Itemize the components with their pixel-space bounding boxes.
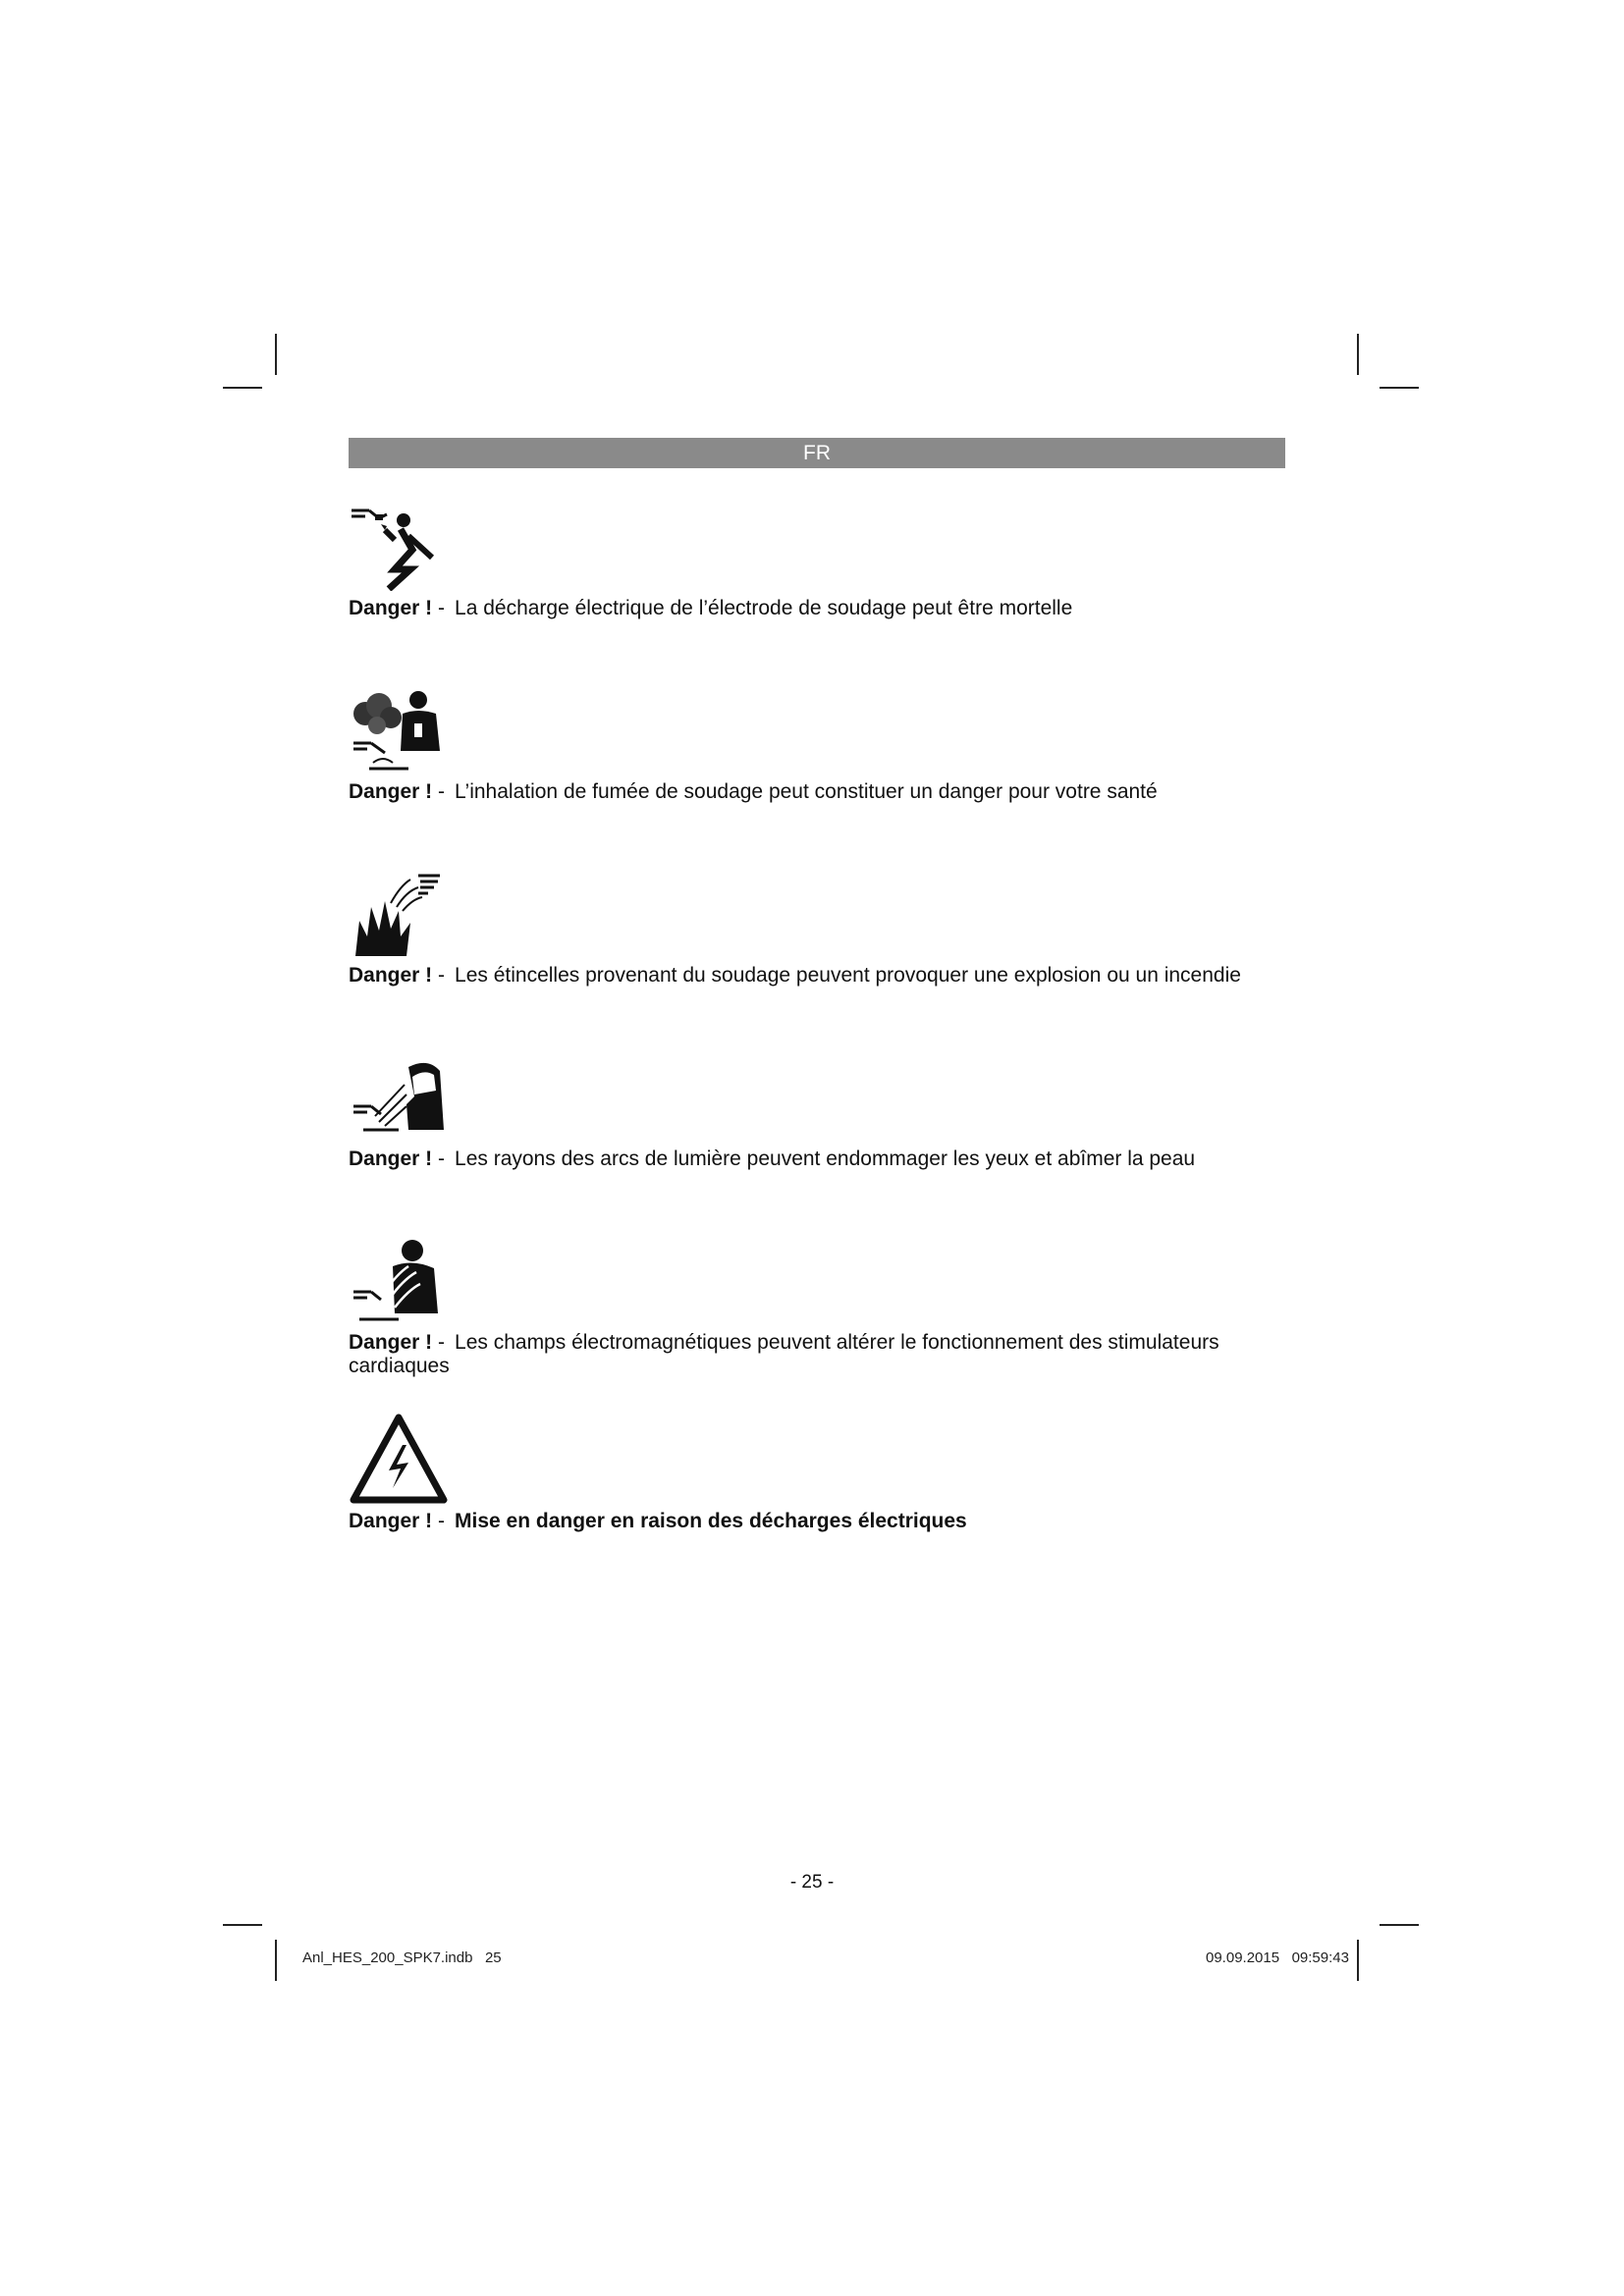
warning-text: Les rayons des arcs de lumière peuvent endommager les yeux et abîmer la peau xyxy=(455,1148,1196,1170)
welding-fumes-icon xyxy=(350,684,448,774)
warning-item: Danger ! - La décharge électrique de l’électrode de soudage peut être mortelle xyxy=(349,501,1291,620)
electromagnetic-field-icon xyxy=(350,1235,448,1325)
warning-text: Mise en danger en raison des décharges électriques xyxy=(455,1510,967,1532)
warning-item: Danger ! - L’inhalation de fumée de soudage peut constituer un danger pour votre santé xyxy=(349,684,1291,804)
danger-label: Danger ! xyxy=(349,1148,433,1170)
warning-text: L’inhalation de fumée de soudage peut constituer un danger pour votre santé xyxy=(455,780,1158,803)
crop-mark xyxy=(1380,387,1419,389)
danger-label: Danger ! xyxy=(349,964,433,987)
warning-text: Les champs électromagnétiques peuvent altérer le fonctionnement des stimulateurs cardiaques xyxy=(349,1331,1219,1377)
warning-text: Les étincelles provenant du soudage peuvent provoquer une explosion ou un incendie xyxy=(455,964,1241,987)
danger-label: Danger ! xyxy=(349,1331,433,1354)
footer-datetime: 09.09.2015 09:59:43 xyxy=(1206,1949,1349,1966)
high-voltage-warning-icon xyxy=(350,1414,448,1504)
warning-item: Danger ! - Mise en danger en raison des décharges électriques xyxy=(349,1414,1291,1533)
crop-mark xyxy=(275,1940,277,1981)
danger-label: Danger ! xyxy=(349,780,433,803)
warning-item: Danger ! - Les étincelles provenant du soudage peuvent provoquer une explosion ou un incendie xyxy=(349,868,1291,988)
arc-rays-icon xyxy=(350,1051,448,1142)
page-number: - 25 - xyxy=(789,1872,835,1893)
electric-shock-icon xyxy=(350,501,448,591)
language-header-bar: FR xyxy=(349,438,1285,468)
crop-mark xyxy=(1380,1924,1419,1926)
warning-text: La décharge électrique de l’électrode de soudage peut être mortelle xyxy=(455,597,1073,619)
crop-mark xyxy=(1357,1940,1359,1981)
footer-file-name: Anl_HES_200_SPK7.indb 25 xyxy=(302,1949,502,1966)
explosion-sparks-icon xyxy=(350,868,448,958)
warning-item: Danger ! - Les champs électromagnétiques peuvent altérer le fonctionnement des stimulateurs cardiaques xyxy=(349,1235,1291,1378)
warning-item: Danger ! - Les rayons des arcs de lumière peuvent endommager les yeux et abîmer la peau xyxy=(349,1051,1291,1171)
crop-mark xyxy=(275,334,277,375)
crop-mark xyxy=(1357,334,1359,375)
crop-mark xyxy=(223,1924,262,1926)
crop-mark xyxy=(223,387,262,389)
danger-label: Danger ! xyxy=(349,597,433,619)
danger-label: Danger ! xyxy=(349,1510,433,1532)
